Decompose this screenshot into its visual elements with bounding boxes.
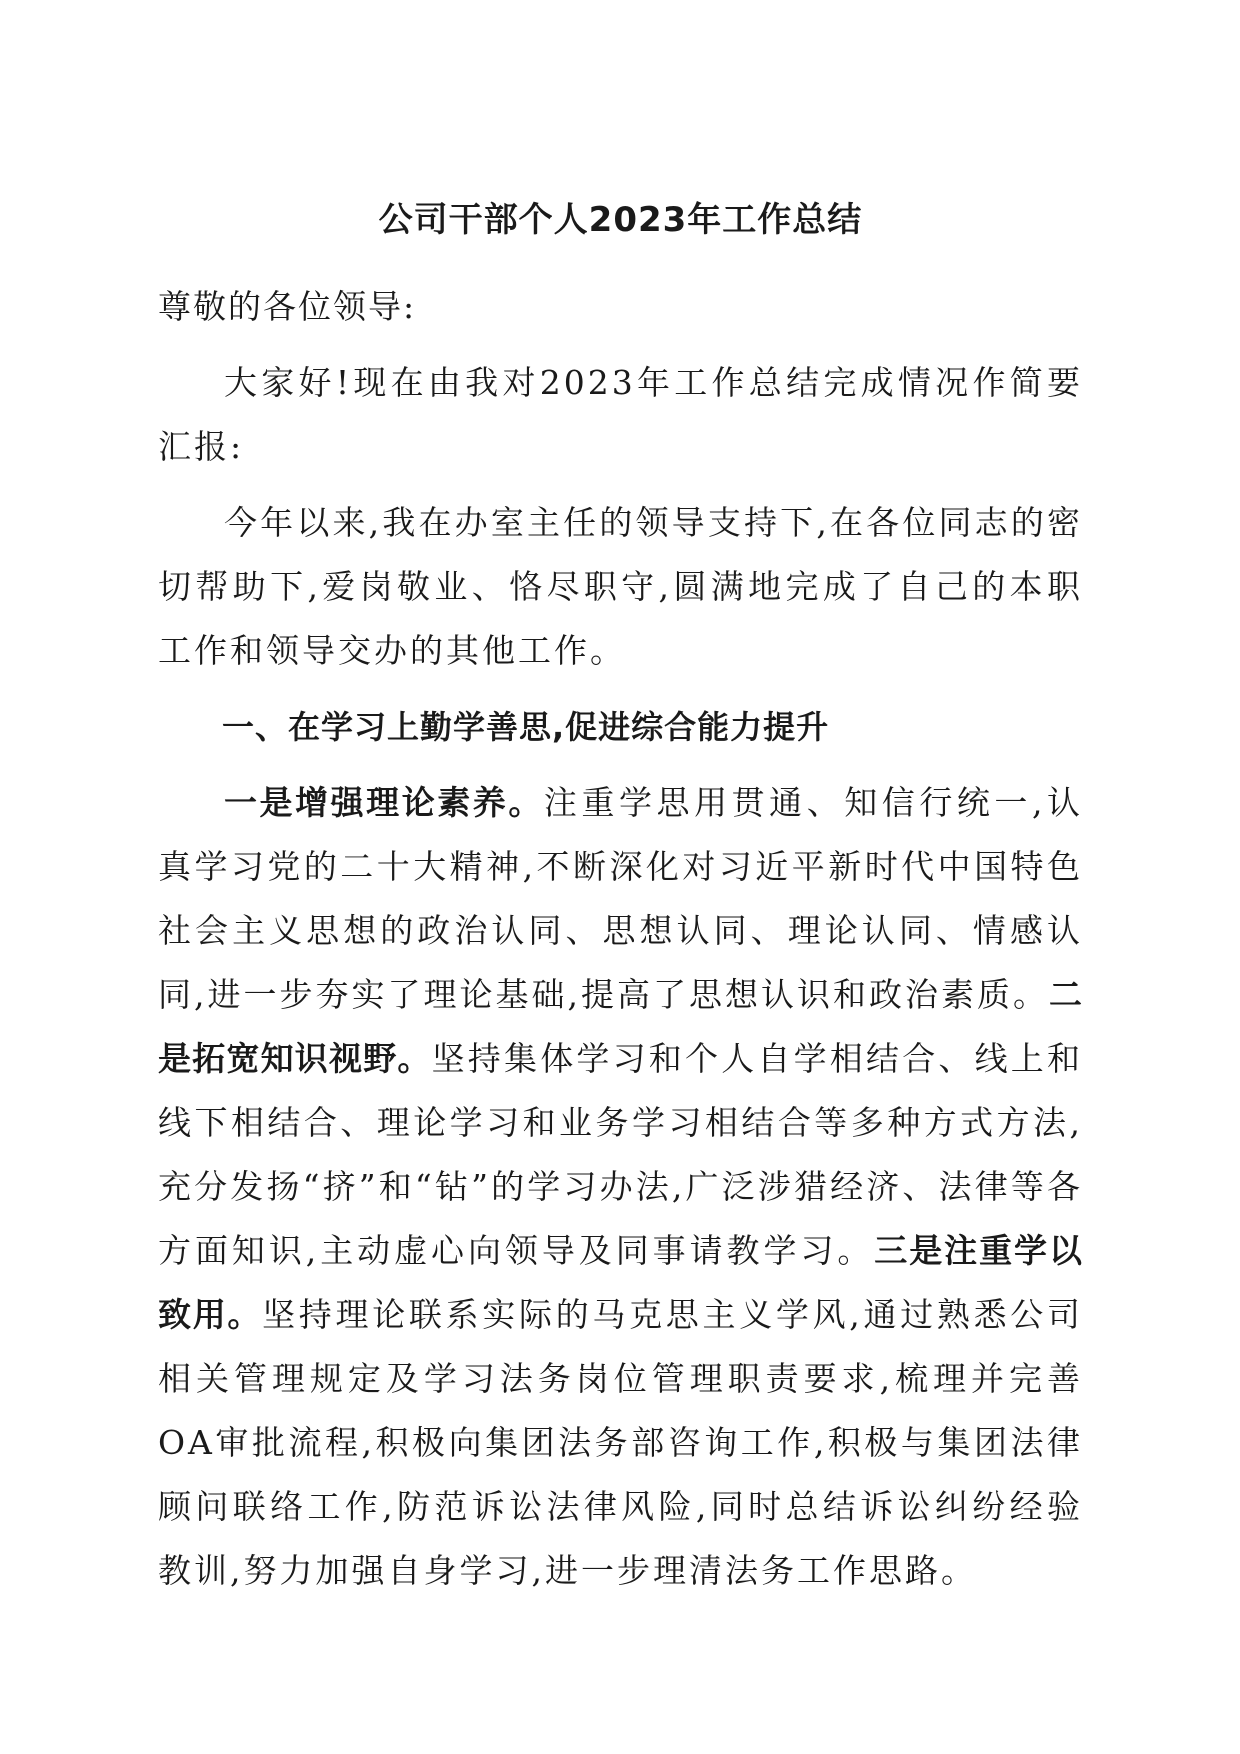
section-body-paragraph <box>158 771 1083 1603</box>
greeting-paragraph: 大家好!现在由我对2023年工作总结完成情况作简要汇报: <box>158 363 1083 466</box>
point-3-title: 三是注重学以致用。 <box>158 1231 1083 1334</box>
point-1-text: 注重学思用贯通、知信行统一,认真学习党的二十大精神,不断深化对习近平新时代中国特色社会主义思想的政治认同、思想认同、理论认同、情感认同,进一步夯实了理论基础,提高了思想认识和政治素质。 <box>158 783 1084 1014</box>
point-3-text: 坚持理论联系实际的马克思主义学风,通过熟悉公司相关管理规定及学习法务岗位管理职责要求,梳理并完善OA审批流程,积极向集团法务部咨询工作,积极与集团法律顾问联络工作,防范诉讼法律风险,同时总结诉讼纠纷经验教训,努力加强自身学习,进一步理清法务工作思路。 <box>158 1295 1083 1590</box>
salutation: 尊敬的各位领导: <box>158 287 417 326</box>
point-1-title: 一是增强理论素养。 <box>224 783 544 822</box>
section-heading: 一、在学习上勤学善思,促进综合能力提升 <box>222 708 830 746</box>
point-2-text: 坚持集体学习和个人自学相结合、线上和线下相结合、理论学习和业务学习相结合等多种方式方法,充分发扬“挤”和“钻”的学习办法,广泛涉猎经济、法律等各方面知识,主动虚心向领导及同事请教学习。 <box>158 1039 1084 1270</box>
point-2-title: 二是拓宽知识视野。 <box>158 975 1083 1078</box>
document-body <box>158 196 1083 1603</box>
document-title: 公司干部个人2023年工作总结 <box>378 200 863 240</box>
intro-paragraph: 今年以来,我在办室主任的领导支持下,在各位同志的密切帮助下,爱岗敬业、恪尽职守,圆满地完成了自己的本职工作和领导交办的其他工作。 <box>158 503 1083 670</box>
